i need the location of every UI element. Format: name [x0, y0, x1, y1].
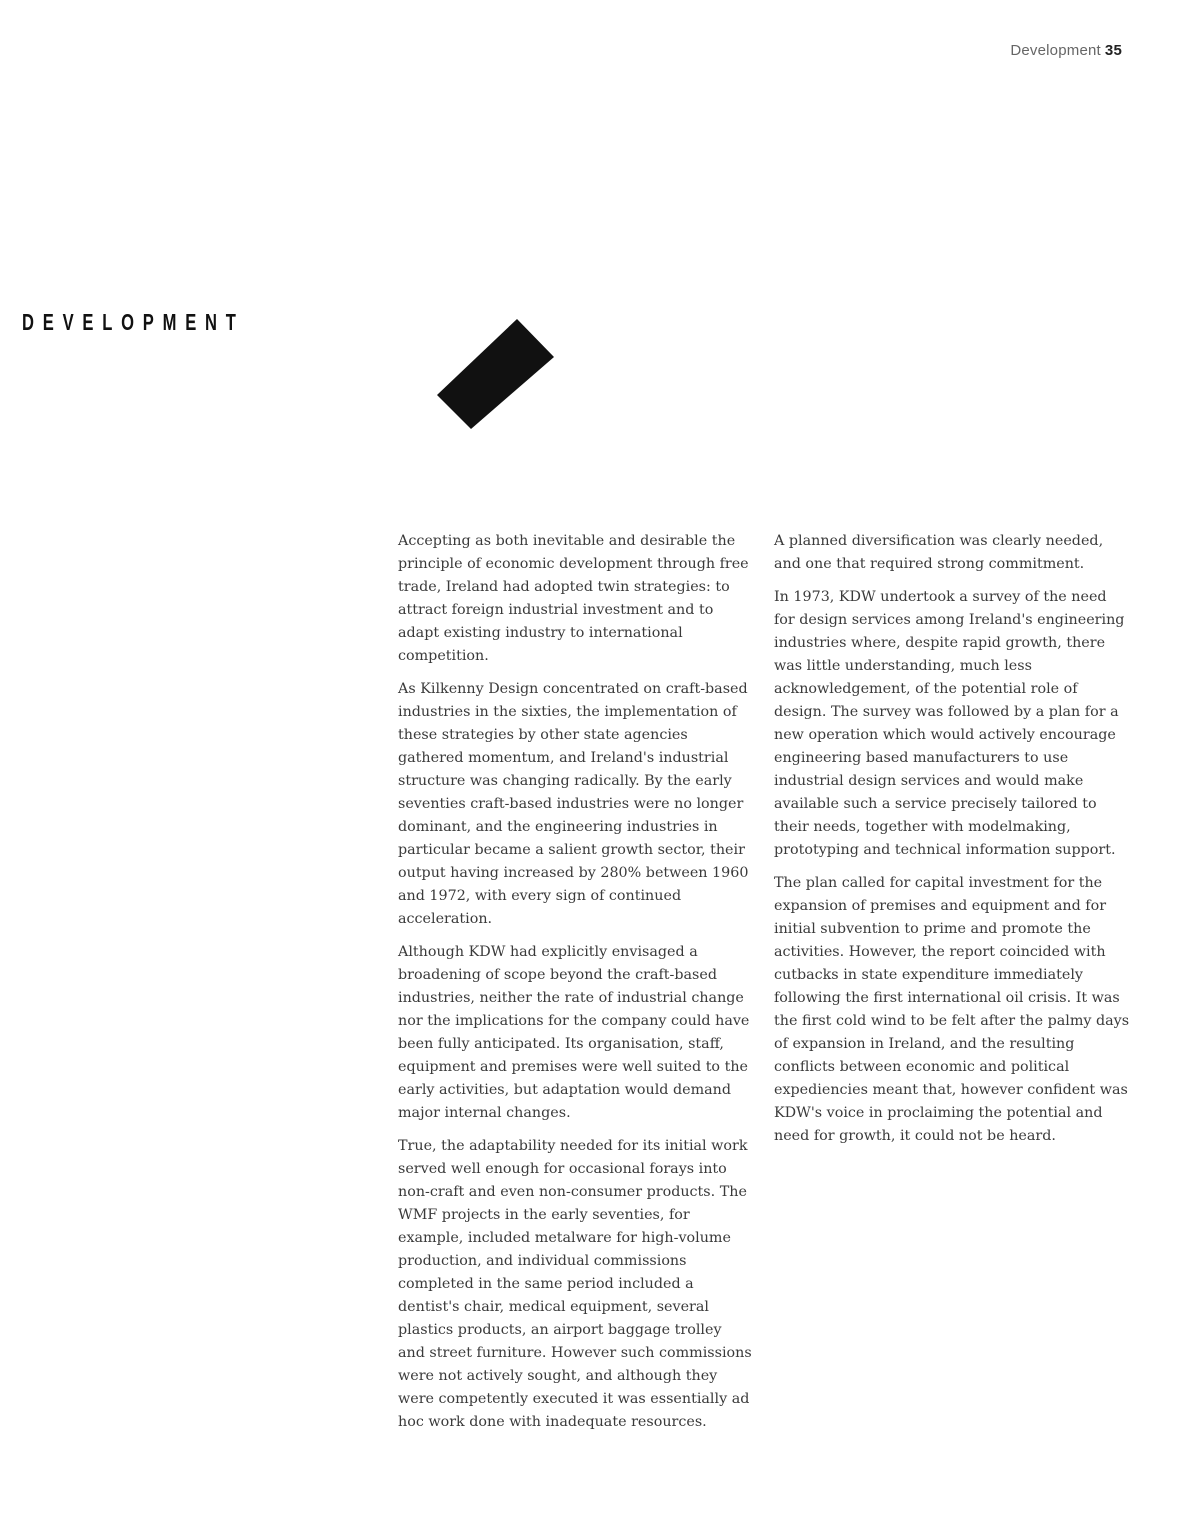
- decorative-black-block: [437, 319, 554, 429]
- running-header: [1010, 42, 1122, 59]
- paragraph: True, the adaptability needed for its initial work served well enough for occasional forays into non-craft and even non-consumer products. The WMF projects in the early seventies, for example, included metalware for high-volume production, and individual commissions completed in the same period included a dentist's chair, medical equipment, several plastics products, an airport baggage trolley and street furniture. However such commissions were not actively sought, and although they were competently executed it was essentially ad hoc work done with inadequate resources.: [398, 1138, 752, 1430]
- paragraph: The plan called for capital investment for the expansion of premises and equipment and for initial subvention to prime and promote the activities. However, the report coincided with cutbacks in state expenditure immediately following the first international oil crisis. It was the first cold wind to be felt after the palmy days of expansion in Ireland, and the resulting conflicts between economic and political expediencies meant that, however confident was KDW's voice in proclaiming the potential and need for growth, it could not be heard.: [774, 875, 1130, 1144]
- body-column-right: [774, 530, 1130, 1158]
- page-number: 35: [1104, 42, 1122, 59]
- running-header-section: Development: [1010, 42, 1101, 59]
- paragraph: Although KDW had explicitly envisaged a broadening of scope beyond the craft-based industries, neither the rate of industrial change nor the implications for the company could have been fully anticipated. Its organisation, staff, equipment and premises were well suited to the early activities, but adaptation would demand major internal changes.: [398, 944, 750, 1121]
- section-title: DEVELOPMENT: [22, 309, 245, 335]
- decorative-black-block-shape: [437, 319, 554, 429]
- paragraph: As Kilkenny Design concentrated on craft-based industries in the sixties, the implementation of these strategies by other state agencies gathered momentum, and Ireland's industrial structure was changing radically. By the early seventies craft-based industries were no longer dominant, and the engineering industries in particular became a salient growth sector, their output having increased by 280% between 1960 and 1972, with every sign of continued acceleration.: [398, 681, 749, 927]
- paragraph: In 1973, KDW undertook a survey of the need for design services among Ireland's engineering industries where, despite rapid growth, there was little understanding, much less acknowledgement, of the potential role of design. The survey was followed by a plan for a new operation which would actively encourage engineering based manufacturers to use industrial design services and would make available such a service precisely tailored to their needs, together with modelmaking, prototyping and technical information support.: [774, 589, 1125, 858]
- body-column-left: [398, 530, 752, 1444]
- paragraph: A planned diversification was clearly needed, and one that required strong commitment.: [774, 533, 1104, 572]
- paragraph: Accepting as both inevitable and desirable the principle of economic development through free trade, Ireland had adopted twin strategies: to attract foreign industrial investment and to adapt existing industry to international competition.: [398, 533, 749, 664]
